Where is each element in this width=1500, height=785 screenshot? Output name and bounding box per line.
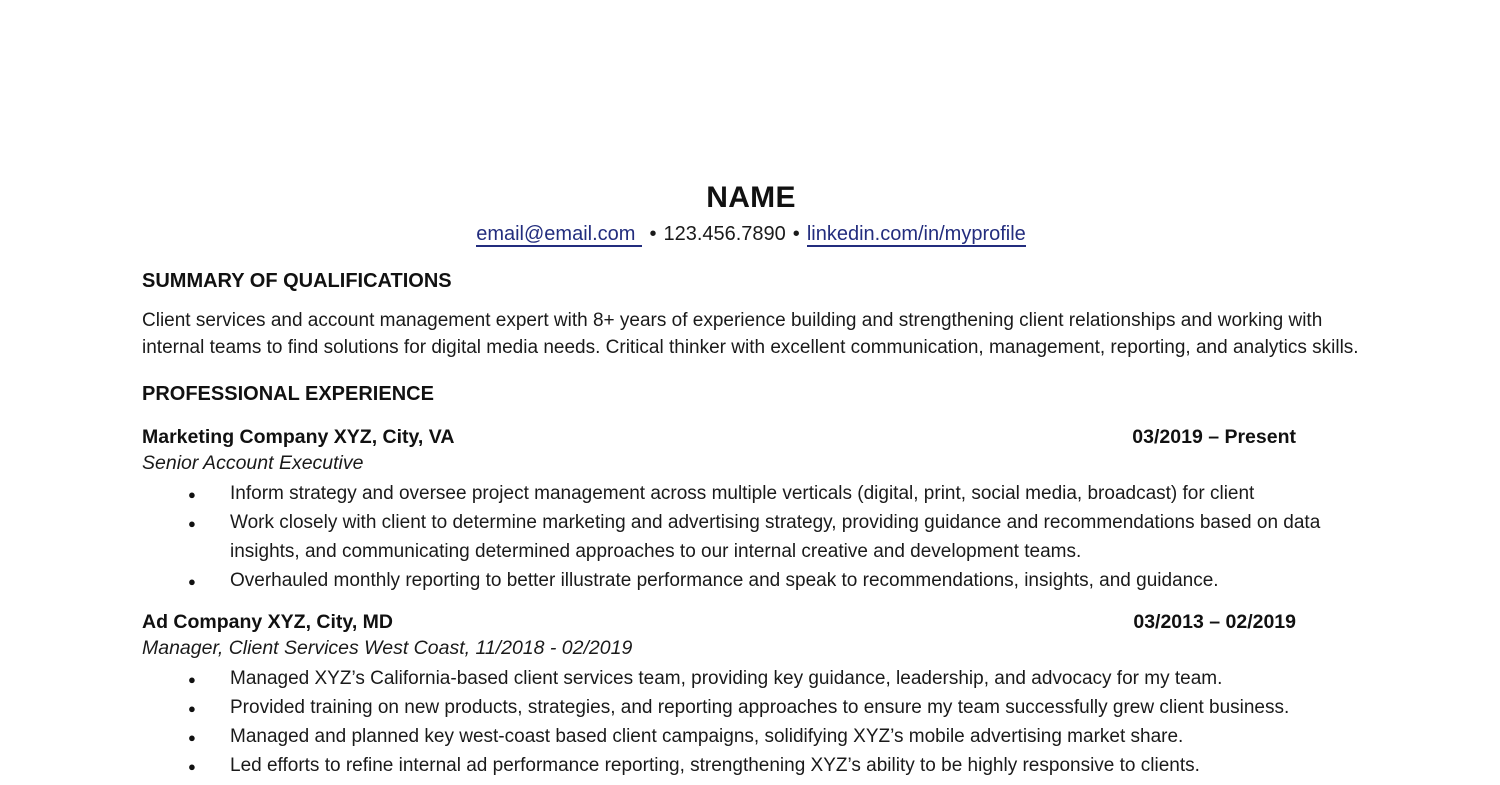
bullet-item: ● Work closely with client to determine marketing and advertising strategy, providing guidance and recommendations based on data insights, and communicating determined approaches to our internal creative and development teams. xyxy=(188,508,1360,566)
summary-heading: SUMMARY OF QUALIFICATIONS xyxy=(142,270,452,292)
linkedin-link[interactable]: linkedin.com/in/myprofile xyxy=(806,223,1026,245)
bullet-item: ● Overhauled monthly reporting to better illustrate performance and speak to recommendations, insights, and guidance. xyxy=(188,566,1360,595)
bullet-item: ● Managed and planned key west-coast based client campaigns, solidifying XYZ’s mobile advertising market share. xyxy=(188,722,1360,751)
bullet-item: ● Inform strategy and oversee project management across multiple verticals (digital, print, social media, broadcast) for client xyxy=(188,479,1360,508)
job-role: Senior Account Executive xyxy=(142,452,364,474)
bullet-item: ● Provided training on new products, strategies, and reporting approaches to ensure my team successfully grew client business. xyxy=(188,693,1360,722)
experience-heading: PROFESSIONAL EXPERIENCE xyxy=(142,383,434,405)
job-dates: 03/2019 – Present xyxy=(1132,426,1296,448)
job-entry xyxy=(142,424,1360,595)
bullet-item: ● Managed XYZ’s California-based client services team, providing key guidance, leadership, and advocacy for my team. xyxy=(188,664,1360,693)
job-company: Ad Company XYZ, City, MD xyxy=(142,611,393,633)
job-entry xyxy=(142,609,1360,780)
job-header xyxy=(142,609,1360,635)
contact-separator: • xyxy=(792,223,800,245)
job-header xyxy=(142,424,1360,450)
bullet-item: ● Led efforts to refine internal ad performance reporting, strengthening XYZ’s ability to be highly responsive to clients. xyxy=(188,751,1360,780)
job-bullet-list xyxy=(142,664,1360,780)
summary-text: Client services and account management expert with 8+ years of experience building and strengthening client relationships and working with internal teams to find solutions for digital media needs. Critical thinker with excellent communication, management, reporting, and analytics skills. xyxy=(142,310,1359,358)
job-role: Manager, Client Services West Coast, 11/2018 - 02/2019 xyxy=(142,637,633,659)
page-title: NAME xyxy=(706,181,796,214)
phone-number: 123.456.7890 xyxy=(663,223,786,245)
email-link[interactable]: email@email.com xyxy=(476,223,642,247)
job-bullet-list xyxy=(142,479,1360,595)
contact-line xyxy=(142,220,1360,248)
job-company: Marketing Company XYZ, City, VA xyxy=(142,426,455,448)
contact-separator: • xyxy=(649,223,657,245)
job-dates: 03/2013 – 02/2019 xyxy=(1133,611,1296,633)
